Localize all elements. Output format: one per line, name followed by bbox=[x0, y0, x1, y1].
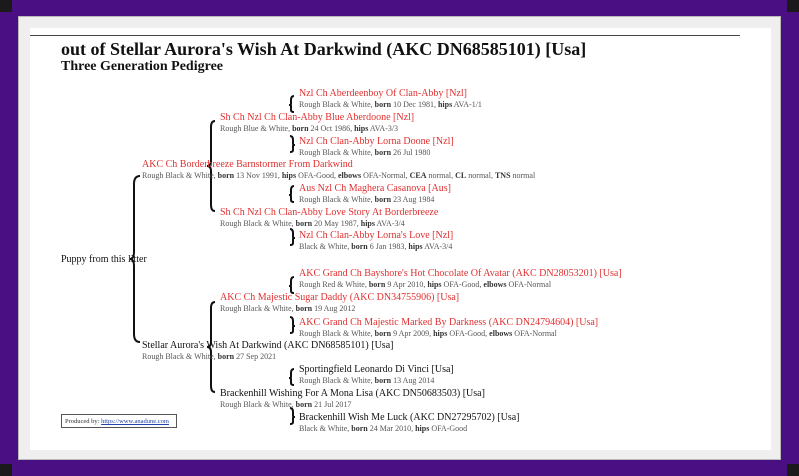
dam-sire-details: Rough Black & White, born 19 Aug 2012 bbox=[220, 304, 356, 313]
dam-sire-dam-details: Rough Black & White, born 9 Apr 2009, hips OFA-Good, elbows OFA-Normal bbox=[299, 329, 557, 338]
sire-dam-sire-details: Rough Black & White, born 23 Aug 1984 bbox=[299, 195, 435, 204]
dam-details: Rough Black & White, born 27 Sep 2021 bbox=[142, 352, 277, 361]
dam-dam-sire-name[interactable]: Sportingfield Leonardo Di Vinci [Usa] bbox=[299, 364, 454, 375]
dam-dam-entry bbox=[220, 388, 485, 410]
dam-sire-dam-entry bbox=[299, 317, 598, 339]
dam-dam-sire-entry bbox=[299, 364, 454, 386]
sire-dam-sire-entry bbox=[299, 183, 451, 205]
corner-bottom-left bbox=[0, 464, 12, 476]
sire-dam-entry bbox=[220, 207, 438, 229]
sire-sire-dam-entry bbox=[299, 136, 454, 158]
puppy-entry bbox=[61, 254, 147, 266]
puppy-label: Puppy from this litter bbox=[61, 254, 147, 265]
corner-bottom-right bbox=[787, 464, 799, 476]
corner-top-left bbox=[0, 0, 12, 12]
brace-sire-dam-dam-link bbox=[288, 228, 296, 246]
dam-sire-sire-entry bbox=[299, 268, 622, 290]
dam-dam-dam-entry bbox=[299, 412, 519, 434]
page-title: out of Stellar Aurora's Wish At Darkwind (AKC DN68585101) [Usa] bbox=[61, 39, 587, 59]
brace-sire-dam-parents bbox=[288, 185, 296, 203]
corner-top-right bbox=[787, 0, 799, 12]
dam-sire-entry bbox=[220, 292, 459, 314]
sire-dam-dam-entry bbox=[299, 230, 453, 252]
page-subtitle: Three Generation Pedigree bbox=[61, 59, 223, 74]
produced-by-link[interactable]: https://www.anadune.com bbox=[101, 418, 169, 425]
brace-sire-sire-dam-link bbox=[288, 135, 296, 153]
sire-details: Rough Black & White, born 13 Nov 1991, hips OFA-Good, elbows OFA-Normal, CEA normal, CL normal, TNS normal bbox=[142, 171, 536, 180]
sire-sire-name[interactable]: Sh Ch Nzl Ch Clan-Abby Blue Aberdoone [Nzl] bbox=[220, 112, 415, 123]
brace-dam-dam-parents bbox=[288, 368, 296, 386]
brace-dam-sire-dam-link bbox=[288, 316, 296, 334]
dam-sire-name[interactable]: AKC Ch Majestic Sugar Daddy (AKC DN34755906) [Usa] bbox=[220, 292, 460, 303]
dam-name[interactable]: Stellar Aurora's Wish At Darkwind (AKC DN68585101) [Usa] bbox=[142, 340, 394, 351]
dam-sire-sire-details: Rough Red & White, born 9 Apr 2010, hips OFA-Good, elbows OFA-Normal bbox=[299, 280, 552, 289]
sire-entry bbox=[142, 159, 535, 181]
sire-dam-dam-name[interactable]: Nzl Ch Clan-Abby Lorna's Love [Nzl] bbox=[299, 230, 454, 241]
sire-name[interactable]: AKC Ch Borderbreeze Barnstormer From Darkwind bbox=[142, 159, 353, 170]
produced-by-label: Produced by: bbox=[65, 418, 100, 425]
dam-dam-name[interactable]: Brackenhill Wishing For A Mona Lisa (AKC DN50683503) [Usa] bbox=[220, 388, 485, 399]
sire-dam-dam-details: Black & White, born 6 Jan 1983, hips AVA-3/4 bbox=[299, 242, 453, 251]
sire-sire-sire-name[interactable]: Nzl Ch Aberdeenboy Of Clan-Abby [Nzl] bbox=[299, 88, 468, 99]
dam-dam-dam-name[interactable]: Brackenhill Wish Me Luck (AKC DN27295702) [Usa] bbox=[299, 412, 520, 423]
sire-sire-dam-name[interactable]: Nzl Ch Clan-Abby Lorna Doone [Nzl] bbox=[299, 136, 454, 147]
produced-by-box bbox=[61, 414, 177, 428]
sire-sire-entry bbox=[220, 112, 414, 134]
dam-dam-dam-details: Black & White, born 24 Mar 2010, hips OFA-Good bbox=[299, 424, 468, 433]
top-rule bbox=[30, 35, 740, 36]
sire-sire-dam-details: Rough Black & White, born 26 Jul 1980 bbox=[299, 148, 431, 157]
dam-sire-dam-name[interactable]: AKC Grand Ch Majestic Marked By Darkness (AKC DN24794604) [Usa] bbox=[299, 317, 599, 328]
sire-dam-details: Rough Black & White, born 20 May 1987, hips AVA-3/4 bbox=[220, 219, 405, 228]
dam-entry bbox=[142, 340, 393, 362]
sire-dam-sire-name[interactable]: Aus Nzl Ch Maghera Casanova [Aus] bbox=[299, 183, 451, 194]
pedigree-page bbox=[30, 28, 771, 450]
sire-dam-name[interactable]: Sh Ch Nzl Ch Clan-Abby Love Story At Borderbreeze bbox=[220, 207, 439, 218]
brace-sire-sire-parents bbox=[288, 95, 296, 113]
sire-sire-sire-entry bbox=[299, 88, 482, 110]
dam-dam-details: Rough Black & White, born 21 Jul 2017 bbox=[220, 400, 352, 409]
sire-sire-sire-details: Rough Black & White, born 10 Dec 1981, hips AVA-1/1 bbox=[299, 100, 482, 109]
sire-sire-details: Rough Blue & White, born 24 Oct 1986, hips AVA-3/3 bbox=[220, 124, 399, 133]
dam-sire-sire-name[interactable]: AKC Grand Ch Bayshore's Hot Chocolate Of Avatar (AKC DN28053201) [Usa] bbox=[299, 268, 622, 279]
dam-dam-sire-details: Rough Black & White, born 13 Aug 2014 bbox=[299, 376, 435, 385]
